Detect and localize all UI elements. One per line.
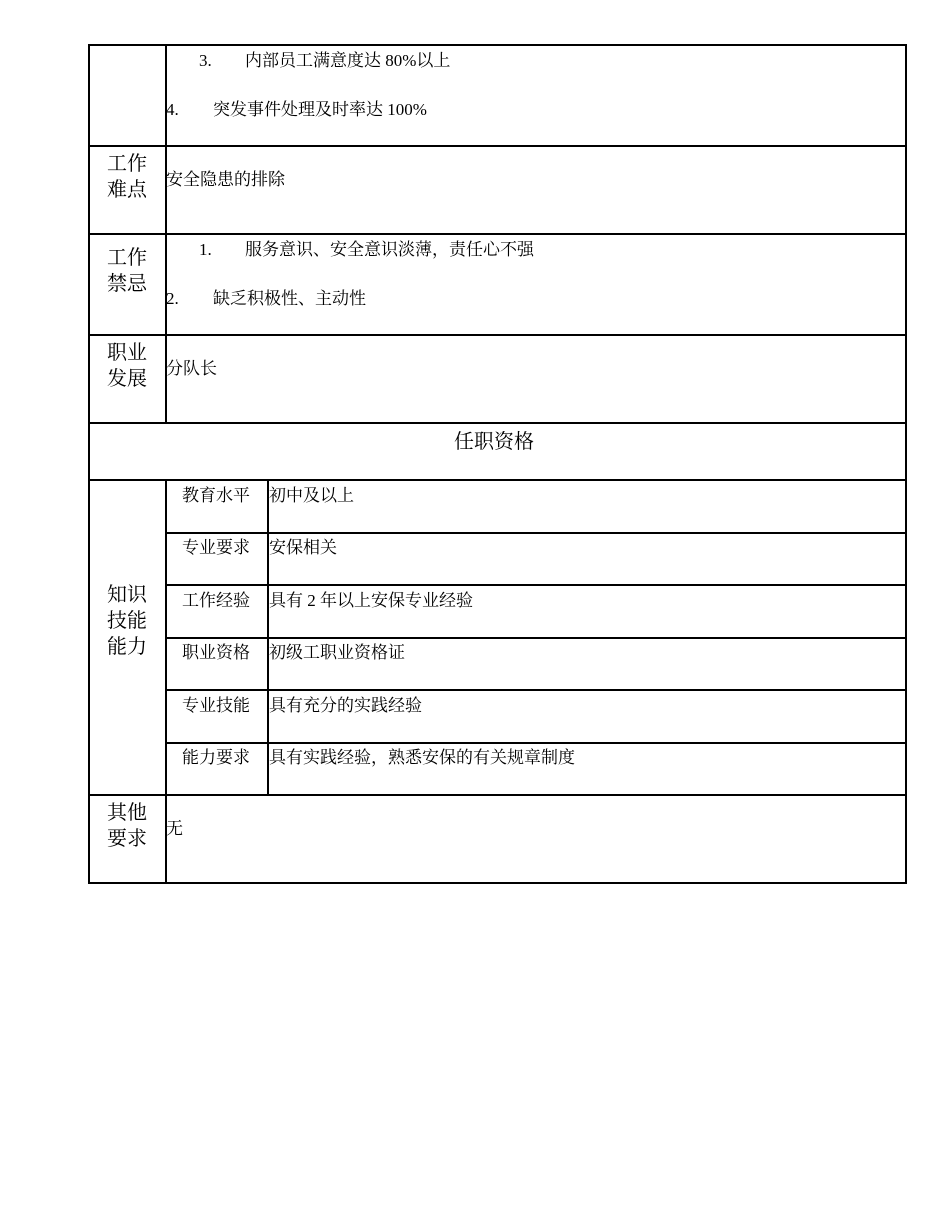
row-divider xyxy=(88,233,907,235)
other-label: 其他 要求 xyxy=(107,802,147,850)
sub-row-divider xyxy=(165,742,907,744)
certification-value: 初级工职业资格证 xyxy=(269,643,405,662)
knowledge-label: 知识 技能 能力 xyxy=(107,584,147,658)
taboo-item-number: 2. xyxy=(166,289,179,308)
career-label: 职业 发展 xyxy=(107,342,147,390)
skill-value: 具有充分的实践经验 xyxy=(269,696,422,715)
major-label: 专业要求 xyxy=(182,538,250,557)
experience-label: 工作经验 xyxy=(182,591,250,610)
ability-label: 能力要求 xyxy=(182,748,250,767)
qualifications-heading: 任职资格 xyxy=(454,431,534,453)
taboo-item-number: 1. xyxy=(199,240,212,259)
row-divider xyxy=(88,145,907,147)
taboo-item-text: 服务意识、安全意识淡薄，责任心不强 xyxy=(245,240,534,259)
major-value: 安保相关 xyxy=(269,538,337,557)
kpi-item-number: 4. xyxy=(166,100,179,119)
skill-label: 专业技能 xyxy=(182,696,250,715)
experience-value: 具有 2 年以上安保专业经验 xyxy=(269,591,473,610)
difficulty-value: 安全隐患的排除 xyxy=(166,170,285,189)
kpi-item-text: 内部员工满意度达 80%以上 xyxy=(245,51,451,70)
sub-row-divider xyxy=(165,689,907,691)
taboo-label: 工作 禁忌 xyxy=(107,247,147,295)
row-divider xyxy=(88,479,907,481)
ability-value: 具有实践经验，熟悉安保的有关规章制度 xyxy=(269,748,575,767)
kpi-item-number: 3. xyxy=(199,51,212,70)
difficulty-label: 工作 难点 xyxy=(107,153,147,201)
certification-label: 职业资格 xyxy=(182,643,250,662)
education-value: 初中及以上 xyxy=(269,486,354,505)
sub-row-divider xyxy=(165,532,907,534)
job-description-table xyxy=(88,44,907,884)
other-value: 无 xyxy=(166,819,183,838)
table-border-top xyxy=(88,44,907,46)
kpi-item-text: 突发事件处理及时率达 100% xyxy=(213,100,427,119)
row-divider xyxy=(88,794,907,796)
sub-row-divider xyxy=(165,637,907,639)
career-value: 分队长 xyxy=(166,359,217,378)
table-border-right xyxy=(905,44,907,883)
row-divider xyxy=(88,334,907,336)
row-divider xyxy=(88,422,907,424)
sub-row-divider xyxy=(165,584,907,586)
taboo-item-text: 缺乏积极性、主动性 xyxy=(213,289,366,308)
education-label: 教育水平 xyxy=(182,486,250,505)
table-border-bottom xyxy=(88,882,907,884)
